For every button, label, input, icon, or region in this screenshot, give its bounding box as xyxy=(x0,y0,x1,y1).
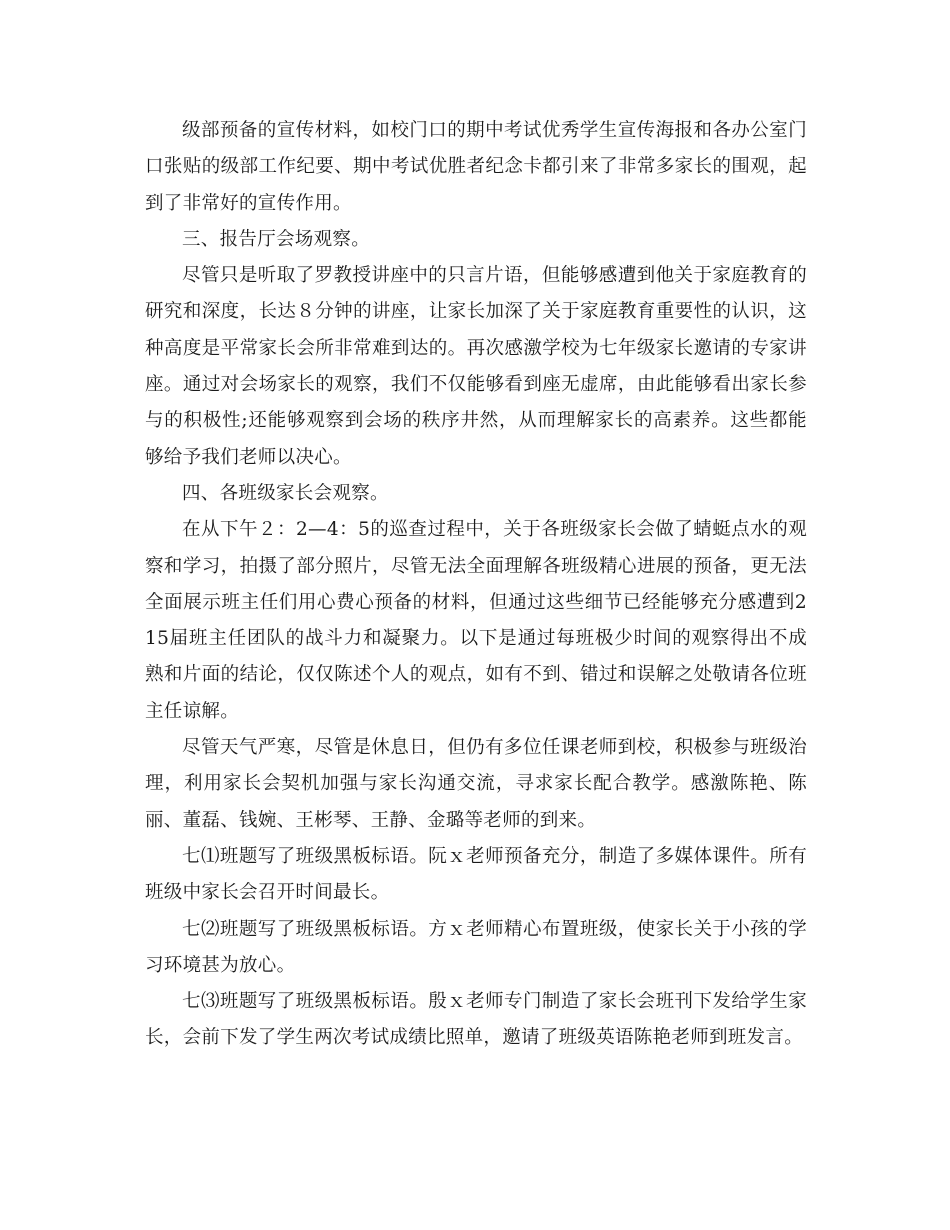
paragraph-teachers: 尽管天气严寒，尽管是休息日，但仍有多位任课老师到校，积极参与班级治理，利用家长会契机加强与家长沟通交流，寻求家长配合教学。感激陈艳、陈丽、董磊、钱婉、王彬琴、王静、金璐等老师的到来。 xyxy=(145,737,807,831)
paragraph-class-3: 七⑶班题写了班级黑板标语。殷ｘ老师专门制造了家长会班刊下发给学生家长，会前下发了学生两次考试成绩比照单，邀请了班级英语陈艳老师到班发言。 xyxy=(145,991,807,1049)
section-heading-3: 三、报告厅会场观察。 xyxy=(182,228,371,250)
paragraph-continuation: 级部预备的宣传材料，如校门口的期中考试优秀学生宣传海报和各办公室门口张贴的级部工作纪要、期中考试优胜者纪念卡都引来了非常多家长的围观，起到了非常好的宣传作用。 xyxy=(145,120,807,214)
document-body xyxy=(145,113,807,1057)
section-heading-4: 四、各班级家长会观察。 xyxy=(182,482,389,504)
paragraph-lecture: 尽管只是听取了罗教授讲座中的只言片语，但能够感遭到他关于家庭教育的研究和深度，长达８分钟的讲座，让家长加深了关于家庭教育重要性的认识，这种高度是平常家长会所非常难到达的。再次感激学校为七年级家长邀请的专家讲座。通过对会场家长的观察，我们不仅能够看到座无虚席，由此能够看出家长参与的积极性;还能够观察到会场的秩序井然，从而理解家长的高素养。这些都能够给予我们老师以决心。 xyxy=(145,265,807,468)
paragraph-inspection: 在从下午２：2—4：5的巡查过程中，关于各班级家长会做了蜻蜓点水的观察和学习，拍摄了部分照片，尽管无法全面理解各班级精心进展的预备，更无法全面展示班主任们用心费心预备的材料，但通过这些细节已经能够充分感遭到215届班主任团队的战斗力和凝聚力。以下是通过每班极少时间的观察得出不成熟和片面的结论，仅仅陈述个人的观点，如有不到、错过和误解之处敬请各位班主任谅解。 xyxy=(145,519,807,722)
paragraph-class-2: 七⑵班题写了班级黑板标语。方ｘ老师精心布置班级，使家长关于小孩的学习环境甚为放心。 xyxy=(145,918,807,976)
paragraph-class-1: 七⑴班题写了班级黑板标语。阮ｘ老师预备充分，制造了多媒体课件。所有班级中家长会召开时间最长。 xyxy=(145,845,807,904)
